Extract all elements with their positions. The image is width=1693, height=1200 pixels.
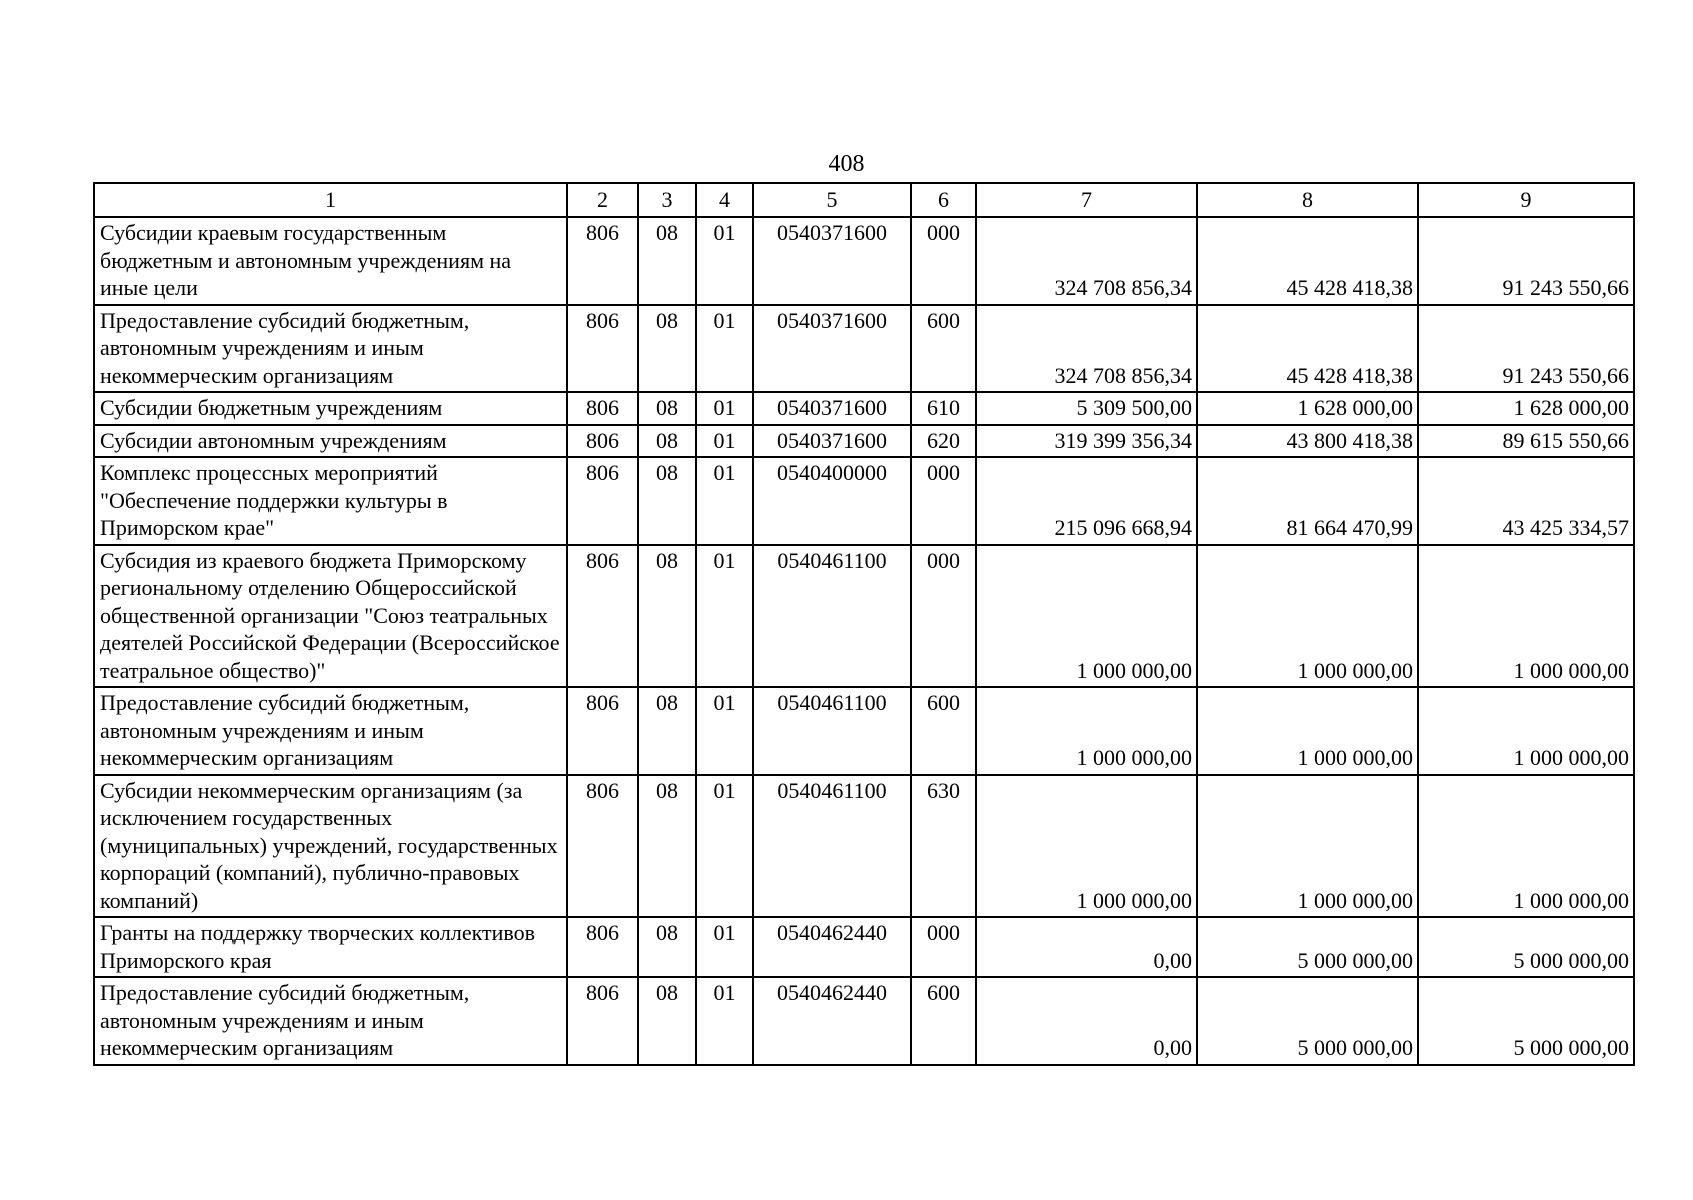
amount-cell: 5 000 000,00: [1418, 977, 1634, 1065]
table-row: [94, 217, 1634, 305]
code-cell: 01: [696, 687, 753, 775]
code-cell: 0540371600: [753, 305, 911, 393]
code-cell: 01: [696, 977, 753, 1065]
column-header: 6: [911, 183, 976, 217]
code-cell: 0540462440: [753, 917, 911, 977]
code-cell: 0540371600: [753, 392, 911, 425]
amount-cell: 0,00: [976, 917, 1197, 977]
amount-cell: 1 000 000,00: [976, 687, 1197, 775]
code-cell: 0540461100: [753, 687, 911, 775]
code-cell: 01: [696, 392, 753, 425]
code-cell: 806: [567, 392, 638, 425]
amount-cell: 1 000 000,00: [976, 775, 1197, 918]
amount-cell: 43 800 418,38: [1197, 425, 1418, 458]
row-name: Субсидии автономным учреждениям: [94, 425, 567, 458]
code-cell: 000: [911, 917, 976, 977]
amount-cell: 5 309 500,00: [976, 392, 1197, 425]
amount-cell: 1 628 000,00: [1197, 392, 1418, 425]
amount-cell: 91 243 550,66: [1418, 217, 1634, 305]
table-row: [94, 545, 1634, 688]
amount-cell: 5 000 000,00: [1418, 917, 1634, 977]
code-cell: 01: [696, 457, 753, 545]
row-name: Предоставление субсидий бюджетным, автономным учреждениям и иным некоммерческим организациям: [94, 687, 567, 775]
table-row: [94, 917, 1634, 977]
code-cell: 0540371600: [753, 217, 911, 305]
code-cell: 0540462440: [753, 977, 911, 1065]
code-cell: 600: [911, 687, 976, 775]
column-header: 8: [1197, 183, 1418, 217]
code-cell: 08: [638, 545, 696, 688]
code-cell: 08: [638, 775, 696, 918]
table-row: [94, 977, 1634, 1065]
code-cell: 806: [567, 305, 638, 393]
code-cell: 01: [696, 917, 753, 977]
code-cell: 01: [696, 217, 753, 305]
table-row: [94, 457, 1634, 545]
amount-cell: 5 000 000,00: [1197, 917, 1418, 977]
code-cell: 620: [911, 425, 976, 458]
amount-cell: 324 708 856,34: [976, 217, 1197, 305]
code-cell: 01: [696, 775, 753, 918]
code-cell: 08: [638, 977, 696, 1065]
table-row: [94, 687, 1634, 775]
code-cell: 600: [911, 305, 976, 393]
code-cell: 000: [911, 545, 976, 688]
code-cell: 08: [638, 425, 696, 458]
row-name: Комплекс процессных мероприятий "Обеспечение поддержки культуры в Приморском крае": [94, 457, 567, 545]
code-cell: 806: [567, 977, 638, 1065]
amount-cell: 1 000 000,00: [1197, 775, 1418, 918]
code-cell: 08: [638, 457, 696, 545]
code-cell: 0540371600: [753, 425, 911, 458]
table-row: [94, 392, 1634, 425]
amount-cell: 1 628 000,00: [1418, 392, 1634, 425]
row-name: Предоставление субсидий бюджетным, автономным учреждениям и иным некоммерческим организациям: [94, 305, 567, 393]
code-cell: 610: [911, 392, 976, 425]
page-number: 408: [828, 151, 865, 177]
row-name: Гранты на поддержку творческих коллективов Приморского края: [94, 917, 567, 977]
code-cell: 08: [638, 217, 696, 305]
code-cell: 806: [567, 775, 638, 918]
amount-cell: 0,00: [976, 977, 1197, 1065]
code-cell: 08: [638, 687, 696, 775]
code-cell: 01: [696, 545, 753, 688]
row-name: Субсидии некоммерческим организациям (за исключением государственных (муниципальных) учреждений, государственных корпораций (компаний), публично-правовых компаний): [94, 775, 567, 918]
code-cell: 08: [638, 392, 696, 425]
header-row: [94, 183, 1634, 217]
table-row: [94, 425, 1634, 458]
column-header: 3: [638, 183, 696, 217]
amount-cell: 5 000 000,00: [1197, 977, 1418, 1065]
code-cell: 08: [638, 917, 696, 977]
code-cell: 000: [911, 217, 976, 305]
column-header: 9: [1418, 183, 1634, 217]
column-header: 2: [567, 183, 638, 217]
amount-cell: 1 000 000,00: [1418, 687, 1634, 775]
row-name: Субсидии бюджетным учреждениям: [94, 392, 567, 425]
code-cell: 806: [567, 425, 638, 458]
amount-cell: 89 615 550,66: [1418, 425, 1634, 458]
amount-cell: 45 428 418,38: [1197, 305, 1418, 393]
code-cell: 806: [567, 545, 638, 688]
amount-cell: 1 000 000,00: [1418, 545, 1634, 688]
code-cell: 806: [567, 217, 638, 305]
column-header: 1: [94, 183, 567, 217]
column-header: 4: [696, 183, 753, 217]
column-header: 7: [976, 183, 1197, 217]
code-cell: 0540461100: [753, 545, 911, 688]
code-cell: 000: [911, 457, 976, 545]
code-cell: 01: [696, 305, 753, 393]
code-cell: 630: [911, 775, 976, 918]
amount-cell: 324 708 856,34: [976, 305, 1197, 393]
code-cell: 600: [911, 977, 976, 1065]
amount-cell: 1 000 000,00: [1418, 775, 1634, 918]
code-cell: 806: [567, 687, 638, 775]
row-name: Субсидия из краевого бюджета Приморскому региональному отделению Общероссийской общественной организации "Союз театральных деятелей Российской Федерации (Всероссийское театральное общество)": [94, 545, 567, 688]
code-cell: 0540400000: [753, 457, 911, 545]
amount-cell: 319 399 356,34: [976, 425, 1197, 458]
code-cell: 806: [567, 457, 638, 545]
table-row: [94, 775, 1634, 918]
column-header: 5: [753, 183, 911, 217]
amount-cell: 1 000 000,00: [1197, 687, 1418, 775]
amount-cell: 43 425 334,57: [1418, 457, 1634, 545]
amount-cell: 1 000 000,00: [976, 545, 1197, 688]
row-name: Субсидии краевым государственным бюджетным и автономным учреждениям на иные цели: [94, 217, 567, 305]
budget-table: [93, 182, 1635, 1066]
code-cell: 806: [567, 917, 638, 977]
row-name: Предоставление субсидий бюджетным, автономным учреждениям и иным некоммерческим организациям: [94, 977, 567, 1065]
amount-cell: 1 000 000,00: [1197, 545, 1418, 688]
amount-cell: 81 664 470,99: [1197, 457, 1418, 545]
code-cell: 0540461100: [753, 775, 911, 918]
code-cell: 01: [696, 425, 753, 458]
amount-cell: 215 096 668,94: [976, 457, 1197, 545]
amount-cell: 45 428 418,38: [1197, 217, 1418, 305]
table-row: [94, 305, 1634, 393]
amount-cell: 91 243 550,66: [1418, 305, 1634, 393]
code-cell: 08: [638, 305, 696, 393]
